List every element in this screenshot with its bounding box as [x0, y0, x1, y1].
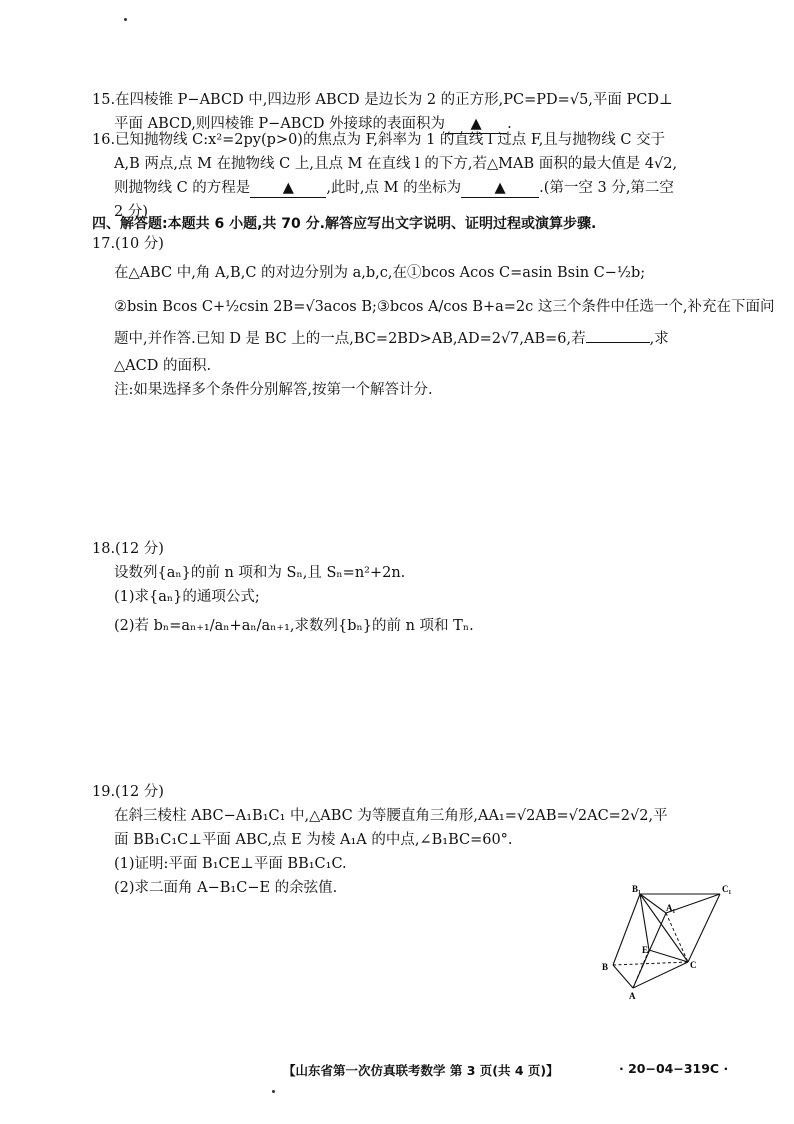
q16-line-2: A,B 两点,点 M 在抛物线 C 上,且点 M 在直线 l 的下方,若△MAB 面积的最大值是 4√2, — [114, 156, 678, 172]
scan-dot — [124, 18, 127, 21]
q17-line-3a: 题中,并作答.已知 D 是 BC 上的一点,BC=2BD>AB,AD=2√7,AB=6,若 — [114, 331, 586, 347]
q18-line-1: 设数列{aₙ}的前 n 项和为 Sₙ,且 Sₙ=n²+2n. — [114, 565, 406, 581]
q17-line-4: △ACD 的面积. — [114, 358, 212, 374]
segment-a1-c-hidden — [666, 913, 688, 962]
question-16 — [92, 128, 732, 224]
edge-a-c — [633, 962, 688, 988]
q17-fill-blank — [586, 326, 650, 343]
label-c: C — [690, 960, 697, 970]
scan-dot-bottom — [272, 1090, 275, 1093]
question-18 — [92, 537, 732, 643]
q16-line-1: 16.已知抛物线 C:x²=2py(p>0)的焦点为 F,斜率为 1 的直线 l 过点 F,且与抛物线 C 交于 — [92, 132, 666, 148]
q17-line-2: ②bsin Bcos C+½csin 2B=√3acos B;③bcos A/cos B+a=2c 这三个条件中任选一个,补充在下面问 — [114, 299, 775, 315]
q18-line-2: (1)求{aₙ}的通项公式; — [114, 589, 260, 605]
segment-e-c — [649, 950, 688, 962]
q16-line-3a: 则抛物线 C 的方程是 — [114, 180, 251, 196]
question-17 — [92, 232, 775, 402]
q16-line-4: 2 分) — [114, 204, 148, 220]
q18-line-3: (2)若 bₙ=aₙ₊₁/aₙ+aₙ/aₙ₊₁,求数列{bₙ}的前 n 项和 Tₙ. — [114, 618, 474, 634]
q19-line-4: (2)求二面角 A−B₁C−E 的余弦值. — [114, 880, 338, 896]
q17-note: 注:如果选择多个条件分别解答,按第一个解答计分. — [114, 382, 433, 398]
label-a1: A₁ — [666, 903, 676, 913]
edge-b1-b — [613, 894, 640, 965]
prism-figure — [590, 880, 740, 1005]
label-b: B — [602, 962, 609, 972]
edge-b-a — [613, 965, 633, 988]
q19-line-3: (1)证明:平面 B₁CE⊥平面 BB₁C₁C. — [114, 856, 347, 872]
edge-b-c-hidden — [613, 962, 688, 965]
q16-answer-blank-2: ▲ — [461, 179, 539, 198]
edge-c1-c — [688, 894, 720, 962]
q17-head: 17.(10 分) — [92, 236, 164, 252]
footer-code: · 20−04−319C · — [619, 1061, 729, 1076]
q16-line-3b: ,此时,点 M 的坐标为 — [326, 180, 462, 196]
segment-b1-e — [640, 894, 649, 950]
label-c1: C₁ — [722, 884, 732, 894]
q19-head: 19.(12 分) — [92, 784, 164, 800]
footer-page-info: 【山东省第一次仿真联考数学 第 3 页(共 4 页)】 — [283, 1063, 559, 1078]
label-b1: B₁ — [632, 884, 641, 894]
q15-line-1: 15.在四棱锥 P−ABCD 中,四边形 ABCD 是边长为 2 的正方形,PC=PD=√5,平面 PCD⊥ — [92, 92, 673, 108]
q16-line-3 — [92, 176, 732, 200]
q16-answer-blank-1: ▲ — [250, 179, 326, 198]
label-e: E — [642, 945, 649, 955]
q17-line-1: 在△ABC 中,角 A,B,C 的对边分别为 a,b,c,在①bcos Acos C=asin Bsin C−½b; — [114, 265, 646, 281]
q19-line-2: 面 BB₁C₁C⊥平面 ABC,点 E 为棱 A₁A 的中点,∠B₁BC=60°. — [114, 832, 513, 848]
q16-line-3c: .(第一空 3 分,第二空 — [539, 180, 674, 196]
label-a: A — [629, 991, 636, 1001]
q17-line-3 — [92, 324, 732, 354]
edge-b1-a1 — [640, 894, 666, 913]
section-4-header: 四、解答题:本题共 6 小题,共 70 分.解答应写出文字说明、证明过程或演算步骤. — [92, 216, 597, 232]
q15-answer-blank: ▲ — [445, 115, 507, 134]
q18-head: 18.(12 分) — [92, 541, 164, 557]
q17-line-3b: ,求 — [649, 331, 669, 347]
q15-line-2-end: . — [507, 116, 512, 132]
q15-line-2-text: 平面 ABCD,则四棱锥 P−ABCD 外接球的表面积为 — [114, 116, 446, 132]
q19-line-1: 在斜三棱柱 ABC−A₁B₁C₁ 中,△ABC 为等腰直角三角形,AA₁=√2AB=√2AC=2√2,平 — [114, 808, 668, 824]
